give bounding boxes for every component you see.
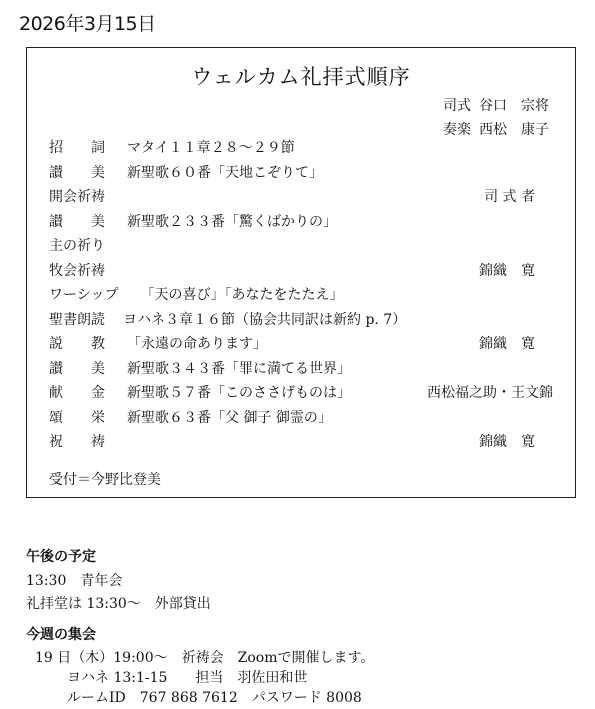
program-title: ウェルカム礼拝式順序: [191, 65, 411, 89]
date-heading: 2026年3月15日: [19, 13, 156, 35]
row-content: 新聖歌６０番「天地こぞりて」: [127, 164, 323, 181]
program-row: [49, 260, 535, 285]
staff-role: 司式: [443, 98, 471, 114]
weekly-line: ルームID 767 868 7612 パスワード 8008: [67, 690, 362, 706]
program-row: [49, 211, 535, 236]
row-person: 西松福之助・王文錦: [427, 385, 553, 401]
row-item: 讃 美: [49, 213, 105, 230]
row-content: 新聖歌３４３番「罪に満てる世界」: [127, 360, 351, 377]
row-item: 讃 美: [49, 360, 105, 377]
row-item: 招 詞: [49, 140, 105, 156]
row-item: 讃 美: [49, 164, 105, 181]
weekly-line: ヨハネ 13:1-15 担当 羽佐田和世: [67, 670, 308, 686]
staff-role: 奏楽: [443, 122, 471, 138]
program-row: [49, 284, 535, 309]
row-item: 主の祈り: [49, 238, 105, 254]
row-item: 聖書朗読: [49, 311, 105, 328]
worship-order-box: [26, 47, 576, 498]
row-item: 祝 祷: [49, 434, 105, 450]
reception-note: 受付＝今野比登美: [49, 472, 161, 488]
program-row: [49, 309, 535, 334]
row-item: 説 教: [49, 336, 105, 352]
row-content: 新聖歌５７番「このささげものは」: [127, 385, 351, 401]
row-content: 新聖歌６３番「父 御子 御霊の」: [127, 409, 332, 426]
program-row: [49, 235, 535, 260]
row-item: 頌 栄: [49, 409, 105, 426]
program-row: [49, 407, 535, 432]
program-row: [49, 186, 535, 211]
staff-name: 谷口 宗将: [479, 98, 549, 114]
row-content: ヨハネ３章１６節（協会共同訳は新約 p. 7）: [123, 311, 407, 328]
row-item: 献 金: [49, 385, 105, 401]
row-item: 開会祈祷: [49, 189, 105, 205]
row-content: マタイ１１章２８～２９節: [127, 140, 295, 156]
row-item: 牧会祈祷: [49, 262, 105, 279]
weekly-heading: 今週の集会: [26, 627, 96, 643]
program-row: [49, 358, 535, 383]
row-content: 「永遠の命あります」: [127, 336, 267, 352]
row-person: 錦織 寛: [479, 336, 535, 352]
program-row: [49, 137, 535, 162]
row-content: 新聖歌２３３番「驚くばかりの」: [127, 213, 337, 230]
staff-officiant: [435, 95, 549, 115]
program-row: [49, 162, 535, 187]
row-person: 司 式 者: [484, 189, 535, 205]
row-person: 錦織 寛: [479, 434, 535, 450]
program-row: [49, 382, 553, 407]
weekly-line: 19 日（木）19:00～ 祈祷会 Zoomで開催します。: [35, 650, 375, 666]
staff-name: 西松 康子: [479, 122, 549, 138]
program-row: [49, 431, 535, 456]
afternoon-heading: 午後の予定: [26, 549, 96, 565]
row-content: 「天の喜び」「あなたをたたえ」: [140, 287, 344, 303]
row-item: ワーシップ: [49, 287, 119, 303]
row-person: 錦織 寛: [479, 262, 535, 279]
staff-organist: [435, 119, 549, 139]
afternoon-line: 礼拝堂は 13:30～ 外部貸出: [26, 596, 211, 612]
afternoon-line: 13:30 青年会: [26, 573, 123, 589]
program-row: [49, 333, 535, 358]
